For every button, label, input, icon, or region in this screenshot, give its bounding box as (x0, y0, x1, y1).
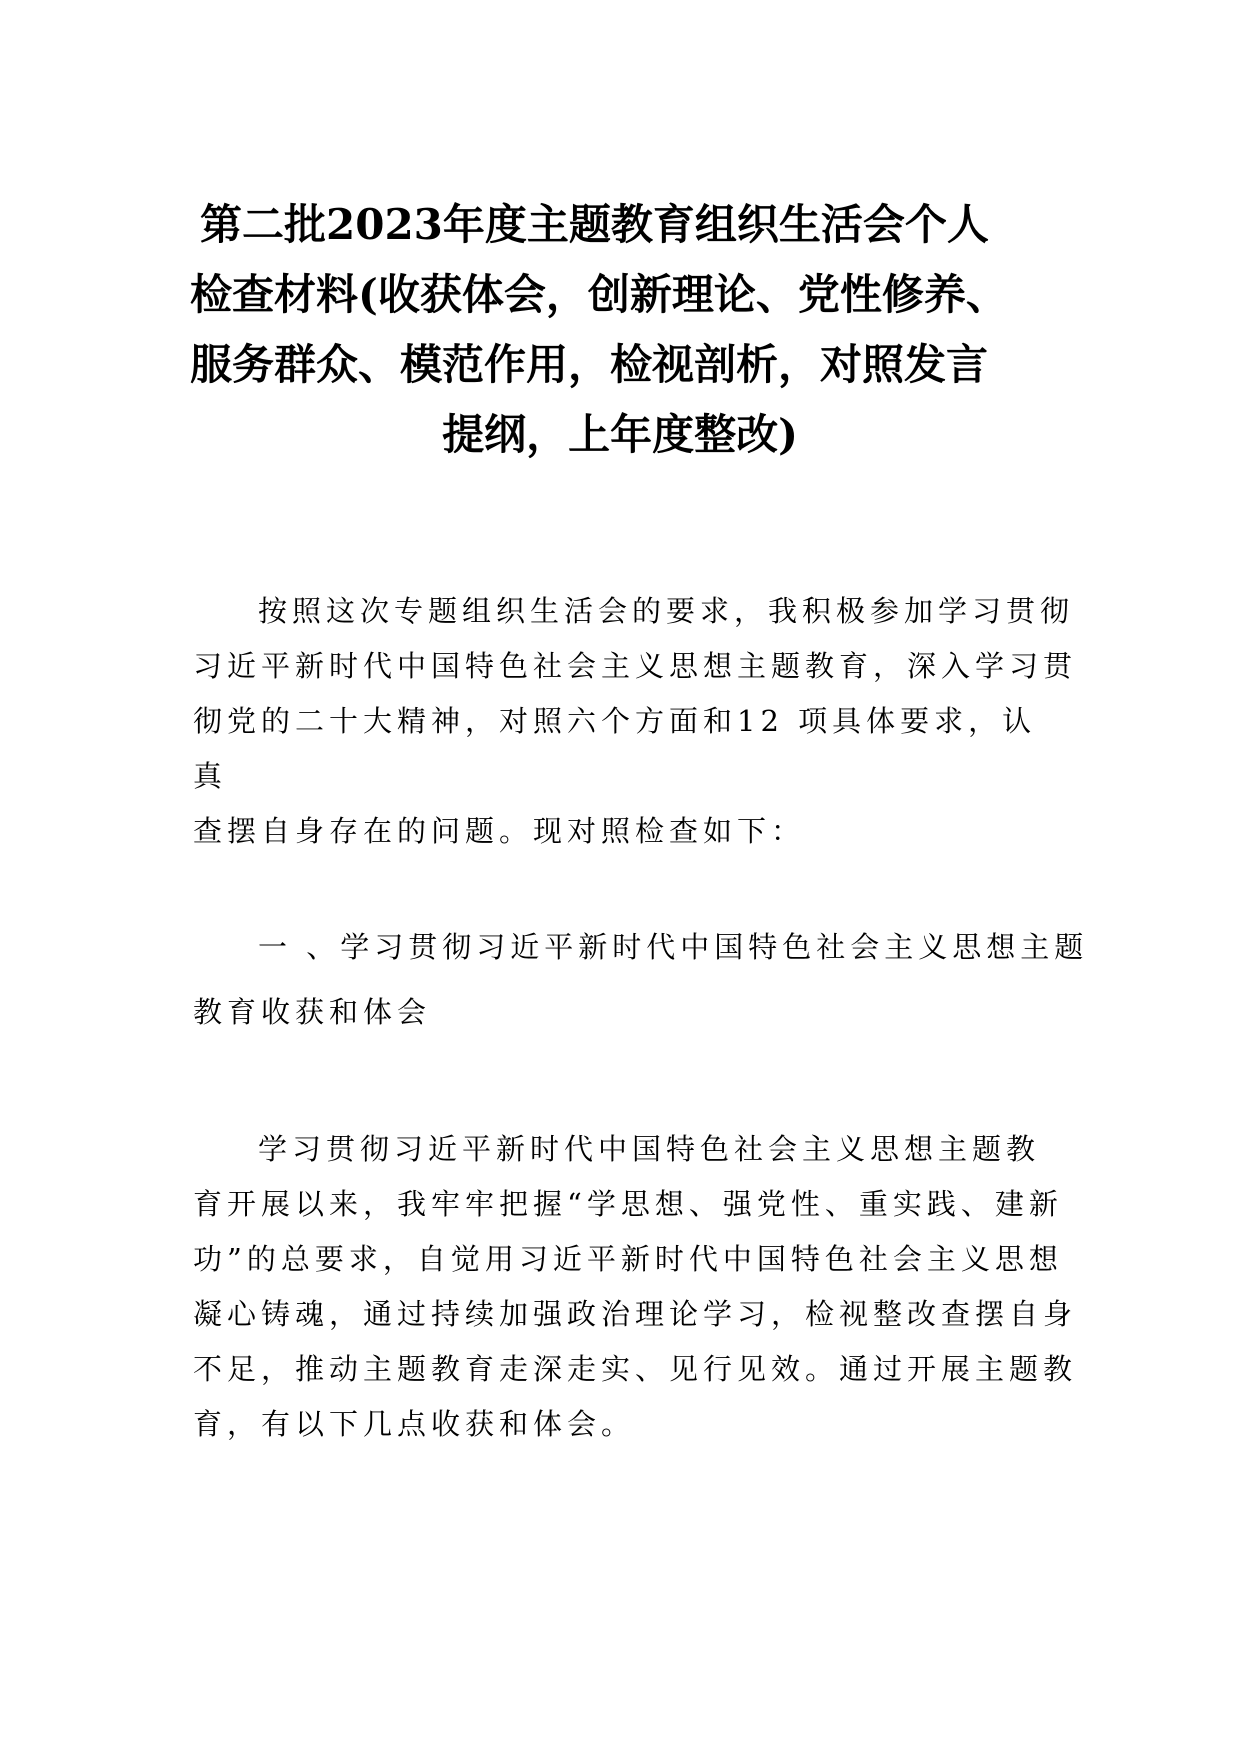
paragraph-line: 真 (193, 759, 228, 793)
section-heading (193, 920, 1089, 1040)
title-line: 提纲，上年度整改) (442, 410, 798, 459)
heading-line: 一 、学习贯彻习近平新时代中国特色社会主义思想主题 (258, 930, 1089, 964)
paragraph-line: 不足，推动主题教育走深走实、见行见效。通过开展主题教 (193, 1352, 1078, 1386)
paragraph-line: 按照这次专题组织生活会的要求，我积极参加学习贯彻 (258, 594, 1075, 628)
paragraph-line: 育开展以来，我牢牢把握“学思想、强党性、重实践、建新 (193, 1187, 1063, 1221)
paragraph-line: 凝心铸魂，通过持续加强政治理论学习，检视整改查摆自身 (193, 1297, 1078, 1331)
paragraph-line: 功”的总要求，自觉用习近平新时代中国特色社会主义思想 (193, 1242, 1063, 1276)
document-title (190, 190, 1050, 470)
title-line: 第二批2023年度主题教育组织生活会个人 (200, 200, 989, 249)
paragraph-line: 查摆自身存在的问题。现对照检查如下： (193, 814, 806, 848)
heading-line: 教育收获和体会 (193, 995, 432, 1029)
title-line: 服务群众、模范作用，检视剖析，对照发言 (190, 340, 989, 389)
paragraph-line: 育，有以下几点收获和体会。 (193, 1407, 636, 1441)
body-paragraph (193, 1122, 1078, 1452)
paragraph-line: 学习贯彻习近平新时代中国特色社会主义思想主题教 (258, 1132, 1041, 1166)
paragraph-line: 彻党的二十大精神，对照六个方面和12 项具体要求，认 (193, 704, 1037, 738)
intro-paragraph (193, 584, 1078, 859)
paragraph-line: 习近平新时代中国特色社会主义思想主题教育，深入学习贯 (193, 649, 1078, 683)
title-line: 检查材料(收获体会，创新理论、党性修养、 (190, 270, 1008, 319)
